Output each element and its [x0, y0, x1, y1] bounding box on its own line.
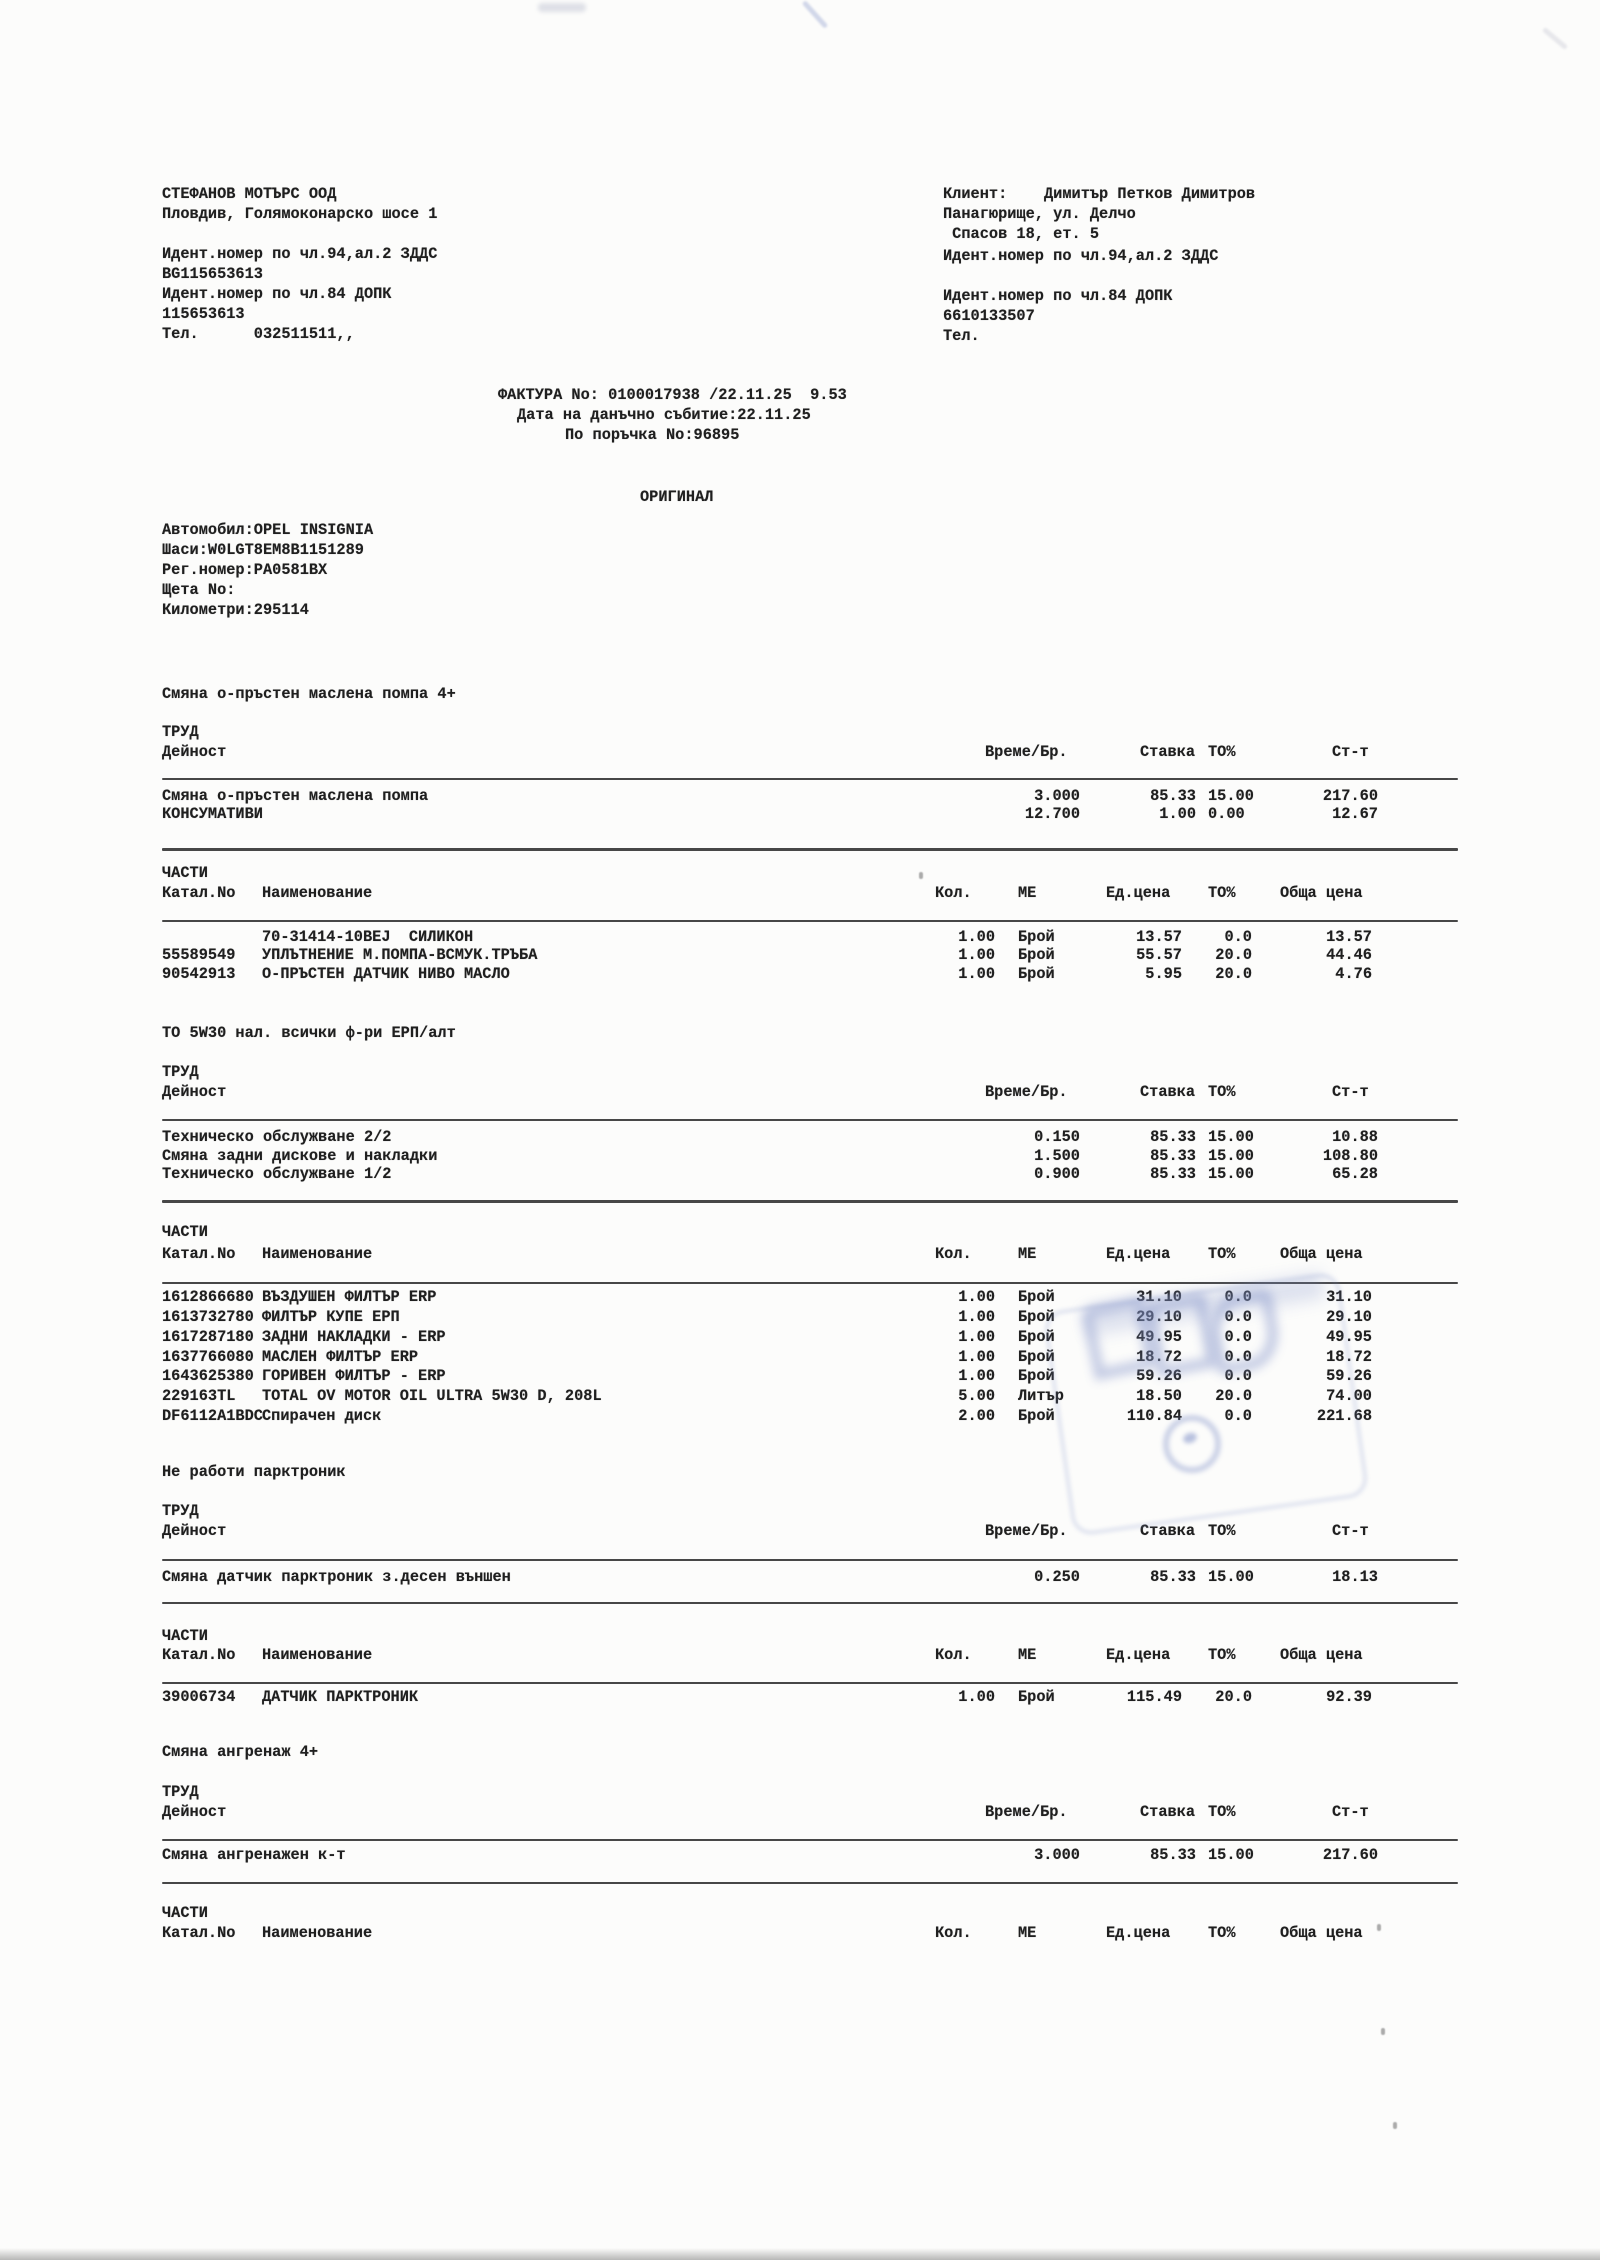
- part-to-pct: 0.0: [1224, 1288, 1252, 1306]
- part-name: TOTAL OV MOTOR OIL ULTRA 5W30 D, 208L: [262, 1387, 602, 1405]
- labor-time: 12.700: [1024, 805, 1080, 823]
- scan-speck: [919, 872, 923, 879]
- labor-heading: ТРУД: [162, 1783, 199, 1801]
- col-activity: Дейност: [162, 1522, 227, 1540]
- labor-row: [0, 1845, 1600, 1865]
- divider: [162, 1559, 1458, 1561]
- col-name: Наименование: [262, 1924, 373, 1942]
- part-qty: 5.00: [958, 1387, 995, 1405]
- divider: [162, 1839, 1458, 1841]
- labor-to-pct: 15.00: [1208, 787, 1254, 805]
- part-me: Брой: [1018, 1688, 1055, 1706]
- part-qty: 1.00: [958, 1288, 995, 1306]
- part-qty: 1.00: [958, 1688, 995, 1706]
- labor-header-row: [0, 1521, 1600, 1541]
- vehicle-odometer: Километри:295114: [162, 601, 309, 619]
- labor-cost: 217.60: [1322, 1846, 1378, 1864]
- divider: [162, 920, 1458, 922]
- parts-row: [0, 945, 1600, 965]
- col-me: МЕ: [1018, 1245, 1037, 1263]
- col-to-pct: ТО%: [1208, 1245, 1236, 1263]
- client-address-2: Спасов 18, ет. 5: [943, 225, 1100, 243]
- parts-heading: ЧАСТИ: [162, 1904, 208, 1922]
- labor-desc: Смяна датчик парктроник з.десен външен: [162, 1568, 511, 1586]
- labor-row: [0, 1567, 1600, 1587]
- col-rate: Ставка: [1140, 1083, 1196, 1101]
- labor-desc: Смяна ангренажен к-т: [162, 1846, 346, 1864]
- vehicle-claim-number: Щета No:: [162, 581, 236, 599]
- part-cat-no: 229163TL: [162, 1387, 236, 1405]
- parts-row: [0, 1287, 1600, 1307]
- col-me: МЕ: [1018, 1646, 1037, 1664]
- col-time: Време/Бр.: [985, 743, 1068, 761]
- parts-header-row: [0, 1244, 1600, 1264]
- col-activity: Дейност: [162, 743, 227, 761]
- col-cost: Ст-т: [1332, 1083, 1369, 1101]
- scan-bottom-edge: [0, 2248, 1600, 2260]
- col-qty: Кол.: [935, 884, 972, 902]
- parts-row: [0, 1347, 1600, 1367]
- section-title: Не работи парктроник: [162, 1463, 346, 1481]
- part-total: 74.00: [1326, 1387, 1372, 1405]
- labor-header-row: [0, 1082, 1600, 1102]
- col-cost: Ст-т: [1332, 1522, 1369, 1540]
- col-to-pct: ТО%: [1208, 1803, 1236, 1821]
- col-unit-price: Ед.цена: [1106, 1924, 1171, 1942]
- part-qty: 2.00: [958, 1407, 995, 1425]
- labor-row: [0, 1127, 1600, 1147]
- part-unit-price: 29.10: [1136, 1308, 1182, 1326]
- seller-dopk-number: 115653613: [162, 305, 245, 323]
- seller-vat-number: BG115653613: [162, 265, 263, 283]
- part-cat-no: 90542913: [162, 965, 236, 983]
- col-activity: Дейност: [162, 1803, 227, 1821]
- labor-time: 3.000: [1034, 1846, 1080, 1864]
- divider: [162, 1282, 1458, 1284]
- part-qty: 1.00: [958, 1308, 995, 1326]
- parts-row: [0, 1386, 1600, 1406]
- labor-header-row: [0, 742, 1600, 762]
- part-unit-price: 110.84: [1126, 1407, 1182, 1425]
- vehicle-reg-number: Рег.номер:PA0581BX: [162, 561, 328, 579]
- labor-cost: 65.28: [1332, 1165, 1378, 1183]
- part-unit-price: 59.26: [1136, 1367, 1182, 1385]
- part-me: Брой: [1018, 1407, 1055, 1425]
- col-total-price: Обща цена: [1280, 1924, 1363, 1942]
- col-time: Време/Бр.: [985, 1803, 1068, 1821]
- part-to-pct: 0.0: [1224, 1308, 1252, 1326]
- labor-to-pct: 15.00: [1208, 1165, 1254, 1183]
- labor-row: [0, 786, 1600, 806]
- col-time: Време/Бр.: [985, 1083, 1068, 1101]
- part-total: 59.26: [1326, 1367, 1372, 1385]
- col-unit-price: Ед.цена: [1106, 1646, 1171, 1664]
- part-total: 49.95: [1326, 1328, 1372, 1346]
- labor-cost: 12.67: [1332, 805, 1378, 823]
- labor-desc: Техническо обслужване 1/2: [162, 1165, 392, 1183]
- part-me: Брой: [1018, 1367, 1055, 1385]
- col-me: МЕ: [1018, 1924, 1037, 1942]
- part-qty: 1.00: [958, 1328, 995, 1346]
- col-cost: Ст-т: [1332, 743, 1369, 761]
- scan-corner-mark: [1542, 27, 1568, 50]
- labor-heading: ТРУД: [162, 723, 199, 741]
- vehicle-chassis: Шаси:W0LGT8EM8B1151289: [162, 541, 364, 559]
- labor-time: 0.900: [1034, 1165, 1080, 1183]
- part-qty: 1.00: [958, 1367, 995, 1385]
- col-to-pct: ТО%: [1208, 743, 1236, 761]
- part-qty: 1.00: [958, 928, 995, 946]
- part-name: МАСЛЕН ФИЛТЪР ERP: [262, 1348, 419, 1366]
- labor-to-pct: 15.00: [1208, 1846, 1254, 1864]
- divider: [162, 1119, 1458, 1121]
- labor-cost: 18.13: [1332, 1568, 1378, 1586]
- parts-row: [0, 1366, 1600, 1386]
- labor-time: 0.250: [1034, 1568, 1080, 1586]
- col-unit-price: Ед.цена: [1106, 884, 1171, 902]
- col-cat-no: Катал.No: [162, 1924, 236, 1942]
- part-unit-price: 49.95: [1136, 1328, 1182, 1346]
- part-total: 13.57: [1326, 928, 1372, 946]
- part-qty: 1.00: [958, 965, 995, 983]
- stamp-dot: [1182, 1431, 1199, 1445]
- part-total: 29.10: [1326, 1308, 1372, 1326]
- parts-heading: ЧАСТИ: [162, 1627, 208, 1645]
- part-name: ГОРИВЕН ФИЛТЪР - ERP: [262, 1367, 446, 1385]
- part-to-pct: 0.0: [1224, 1407, 1252, 1425]
- part-name: Спирачен диск: [262, 1407, 382, 1425]
- col-to-pct: ТО%: [1208, 1522, 1236, 1540]
- divider: [162, 1882, 1458, 1884]
- client-dopk-number: 6610133507: [943, 307, 1035, 325]
- col-rate: Ставка: [1140, 743, 1196, 761]
- part-cat-no: 1613732780: [162, 1308, 254, 1326]
- part-to-pct: 0.0: [1224, 1328, 1252, 1346]
- part-me: Брой: [1018, 965, 1055, 983]
- part-to-pct: 20.0: [1215, 946, 1252, 964]
- labor-row: [0, 804, 1600, 824]
- part-me: Брой: [1018, 1348, 1055, 1366]
- col-rate: Ставка: [1140, 1522, 1196, 1540]
- scan-smudge: [538, 3, 586, 12]
- seller-vat-label: Идент.номер по чл.94,ал.2 ЗДДС: [162, 245, 438, 263]
- labor-desc: Техническо обслужване 2/2: [162, 1128, 392, 1146]
- col-activity: Дейност: [162, 1083, 227, 1101]
- part-to-pct: 20.0: [1215, 965, 1252, 983]
- part-cat-no: DF6112A1BDC: [162, 1407, 263, 1425]
- labor-rate: 85.33: [1150, 1165, 1196, 1183]
- part-cat-no: 39006734: [162, 1688, 236, 1706]
- col-total-price: Обща цена: [1280, 1646, 1363, 1664]
- divider: [162, 1602, 1458, 1604]
- part-name: О-ПРЪСТЕН ДАТЧИК НИВО МАСЛО: [262, 965, 510, 983]
- parts-heading: ЧАСТИ: [162, 1223, 208, 1241]
- client-phone-label: Тел.: [943, 327, 980, 345]
- labor-heading: ТРУД: [162, 1063, 199, 1081]
- labor-time: 1.500: [1034, 1147, 1080, 1165]
- part-total: 4.76: [1335, 965, 1372, 983]
- part-qty: 1.00: [958, 946, 995, 964]
- col-cost: Ст-т: [1332, 1803, 1369, 1821]
- labor-header-row: [0, 1802, 1600, 1822]
- part-cat-no: 1637766080: [162, 1348, 254, 1366]
- invoice-order-line: По поръчка No:96895: [565, 426, 740, 444]
- part-me: Брой: [1018, 928, 1055, 946]
- parts-row: [0, 1406, 1600, 1426]
- section-title: ТО 5W30 нал. всички ф-ри ЕРП/алт: [162, 1024, 456, 1042]
- original-label: ОРИГИНАЛ: [640, 488, 714, 506]
- part-total: 44.46: [1326, 946, 1372, 964]
- col-total-price: Обща цена: [1280, 1245, 1363, 1263]
- col-to-pct: ТО%: [1208, 884, 1236, 902]
- col-name: Наименование: [262, 1646, 373, 1664]
- parts-row: [0, 1687, 1600, 1707]
- part-unit-price: 5.95: [1145, 965, 1182, 983]
- invoice-tax-date-line: Дата на данъчно събитие:22.11.25: [517, 406, 811, 424]
- col-qty: Кол.: [935, 1924, 972, 1942]
- divider: [162, 778, 1458, 780]
- col-rate: Ставка: [1140, 1803, 1196, 1821]
- part-me: Брой: [1018, 946, 1055, 964]
- scan-speck: [1381, 2028, 1385, 2035]
- vehicle-car: Автомобил:OPEL INSIGNIA: [162, 521, 374, 539]
- part-name: ЗАДНИ НАКЛАДКИ - ERP: [262, 1328, 446, 1346]
- part-cat-no: 1643625380: [162, 1367, 254, 1385]
- seller-name: СТЕФАНОВ МОТЪРС ООД: [162, 185, 337, 203]
- col-qty: Кол.: [935, 1646, 972, 1664]
- part-name: УПЛЪТНЕНИЕ М.ПОМПА-ВСМУК.ТРЪБА: [262, 946, 538, 964]
- part-unit-price: 55.57: [1136, 946, 1182, 964]
- part-me: Литър: [1018, 1387, 1064, 1405]
- part-unit-price: 31.10: [1136, 1288, 1182, 1306]
- labor-cost: 217.60: [1322, 787, 1378, 805]
- part-total: 18.72: [1326, 1348, 1372, 1366]
- parts-header-row: [0, 883, 1600, 903]
- part-unit-price: 18.72: [1136, 1348, 1182, 1366]
- part-to-pct: 0.0: [1224, 928, 1252, 946]
- part-to-pct: 20.0: [1215, 1387, 1252, 1405]
- labor-to-pct: 15.00: [1208, 1128, 1254, 1146]
- col-to-pct: ТО%: [1208, 1924, 1236, 1942]
- labor-desc: КОНСУМАТИВИ: [162, 805, 263, 823]
- labor-to-pct: 15.00: [1208, 1568, 1254, 1586]
- part-name: ФИЛТЪР КУПЕ ЕРП: [262, 1308, 400, 1326]
- section-title: Смяна о-пръстен маслена помпа 4+: [162, 685, 456, 703]
- col-name: Наименование: [262, 884, 373, 902]
- labor-time: 0.150: [1034, 1128, 1080, 1146]
- labor-desc: Смяна задни дискове и накладки: [162, 1147, 438, 1165]
- part-me: Брой: [1018, 1288, 1055, 1306]
- part-name: 70-31414-10BEJ СИЛИКОН: [262, 928, 474, 946]
- part-to-pct: 0.0: [1224, 1367, 1252, 1385]
- scan-pen-mark: [802, 0, 828, 29]
- labor-desc: Смяна о-пръстен маслена помпа: [162, 787, 429, 805]
- labor-rate: 85.33: [1150, 1568, 1196, 1586]
- part-unit-price: 115.49: [1126, 1688, 1182, 1706]
- col-cat-no: Катал.No: [162, 884, 236, 902]
- labor-heading: ТРУД: [162, 1502, 199, 1520]
- scan-speck: [1393, 2122, 1397, 2129]
- labor-rate: 85.33: [1150, 1846, 1196, 1864]
- parts-header-row: [0, 1923, 1600, 1943]
- seller-phone: Тел. 032511511,,: [162, 325, 355, 343]
- part-to-pct: 20.0: [1215, 1688, 1252, 1706]
- part-cat-no: 1617287180: [162, 1328, 254, 1346]
- parts-row: [0, 1307, 1600, 1327]
- labor-row: [0, 1164, 1600, 1184]
- part-total: 31.10: [1326, 1288, 1372, 1306]
- part-name: ДАТЧИК ПАРКТРОНИК: [262, 1688, 419, 1706]
- col-to-pct: ТО%: [1208, 1083, 1236, 1101]
- client-name-line: Клиент: Димитър Петков Димитров: [943, 185, 1256, 203]
- seller-address: Пловдив, Голямоконарско шосе 1: [162, 205, 438, 223]
- labor-row: [0, 1146, 1600, 1166]
- parts-heading: ЧАСТИ: [162, 864, 208, 882]
- client-address-1: Панагюрище, ул. Делчо: [943, 205, 1136, 223]
- labor-cost: 108.80: [1322, 1147, 1378, 1165]
- labor-to-pct: 0.00: [1208, 805, 1245, 823]
- col-time: Време/Бр.: [985, 1522, 1068, 1540]
- part-unit-price: 13.57: [1136, 928, 1182, 946]
- seller-dopk-label: Идент.номер по чл.84 ДОПК: [162, 285, 392, 303]
- col-cat-no: Катал.No: [162, 1646, 236, 1664]
- part-cat-no: 55589549: [162, 946, 236, 964]
- col-name: Наименование: [262, 1245, 373, 1263]
- section-title: Смяна ангренаж 4+: [162, 1743, 319, 1761]
- labor-rate: 1.00: [1159, 805, 1196, 823]
- client-vat-label: Идент.номер по чл.94,ал.2 ЗДДС: [943, 247, 1219, 265]
- parts-row: [0, 927, 1600, 947]
- col-total-price: Обща цена: [1280, 884, 1363, 902]
- part-cat-no: 1612866680: [162, 1288, 254, 1306]
- col-to-pct: ТО%: [1208, 1646, 1236, 1664]
- labor-time: 3.000: [1034, 787, 1080, 805]
- part-total: 221.68: [1316, 1407, 1372, 1425]
- divider: [162, 848, 1458, 851]
- labor-rate: 85.33: [1150, 1147, 1196, 1165]
- divider: [162, 1682, 1458, 1684]
- part-total: 92.39: [1326, 1688, 1372, 1706]
- parts-header-row: [0, 1645, 1600, 1665]
- col-cat-no: Катал.No: [162, 1245, 236, 1263]
- invoice-number-line: ФАКТУРА No: 0100017938 /22.11.25 9.53: [498, 386, 847, 404]
- part-to-pct: 0.0: [1224, 1348, 1252, 1366]
- col-qty: Кол.: [935, 1245, 972, 1263]
- client-dopk-label: Идент.номер по чл.84 ДОПК: [943, 287, 1173, 305]
- labor-to-pct: 15.00: [1208, 1147, 1254, 1165]
- part-name: ВЪЗДУШЕН ФИЛТЪР ERP: [262, 1288, 437, 1306]
- col-me: МЕ: [1018, 884, 1037, 902]
- labor-cost: 10.88: [1332, 1128, 1378, 1146]
- parts-row: [0, 1327, 1600, 1347]
- labor-rate: 85.33: [1150, 1128, 1196, 1146]
- parts-row: [0, 964, 1600, 984]
- part-me: Брой: [1018, 1308, 1055, 1326]
- col-unit-price: Ед.цена: [1106, 1245, 1171, 1263]
- part-unit-price: 18.50: [1136, 1387, 1182, 1405]
- part-me: Брой: [1018, 1328, 1055, 1346]
- labor-rate: 85.33: [1150, 787, 1196, 805]
- divider: [162, 1200, 1458, 1203]
- part-qty: 1.00: [958, 1348, 995, 1366]
